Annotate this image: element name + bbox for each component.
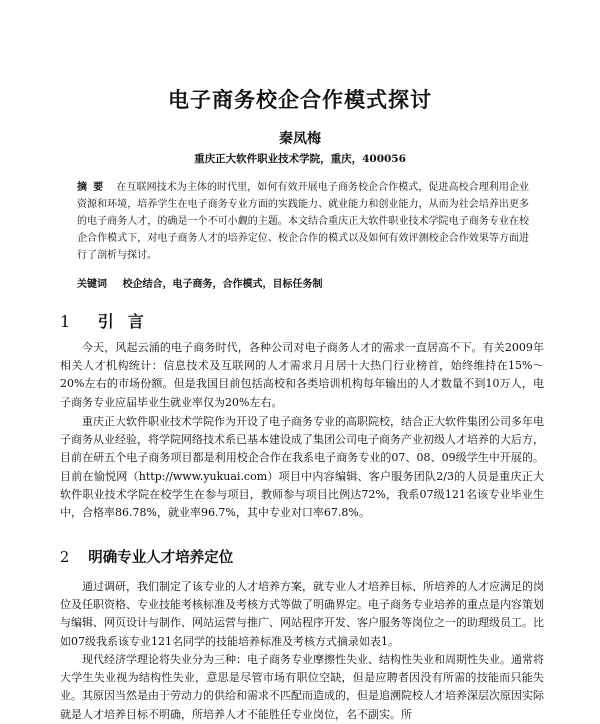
section-2-paragraph: 通过调研，我们制定了该专业的人才培养方案，就专业人才培养目标、所培养的人才应满足的岗位及任职资格、专业技能考核标准及考核方式等做了明确界定。电子商务专业培养的重点是内容策划与编辑、网页设计与制作、网站运营与推广、网站程序开发、客户服务等岗位之一的助理级员工。比如07级我系该专业121名同学的技能培养标准及考核方式摘录如表1。 xyxy=(60,580,544,648)
keywords xyxy=(77,276,529,293)
section-2-heading xyxy=(60,546,233,567)
section-2-number: 2 xyxy=(60,550,70,566)
section-1-heading xyxy=(60,309,158,332)
abstract-label: 摘要 xyxy=(77,182,110,193)
section-2-paragraph: 现代经济学理论将失业分为三种：电子商务专业摩擦性失业、结构性失业和周期性失业。通常将大学生失业视为结构性失业，意思是尽管市场有职位空缺，但是应聘者因没有所需的技能而只能失业。其原因当然是由于劳动力的供给和需求不匹配而造成的，但是追溯院校人才培养深层次原因实际就是人才培养目标不明确，所培养人才不能胜任专业岗位，名不副实。所 xyxy=(60,653,544,721)
keywords-text: 校企结合，电子商务，合作模式，目标任务制 xyxy=(122,279,323,290)
author-affiliation: 重庆正大软件职业技术学院，重庆，400056 xyxy=(194,153,406,165)
abstract xyxy=(77,179,529,264)
keywords-label: 关键词 xyxy=(77,279,107,290)
section-1-paragraph: 今天，风起云涌的电子商务时代，各种公司对电子商务人才的需求一直居高不下。有关2009年相关人才机构统计：信息技术及互联网的人才需求月月居十大热门行业榜首，始终维持在15%～20%左右的市场份额。但是我国目前包括高校和各类培训机构每年输出的人才数量不到10万人，电子商务专业应届毕业生就业率仅为20%左右。 xyxy=(60,341,544,409)
author-name: 秦凤梅 xyxy=(279,131,321,147)
section-1-title: 引言 xyxy=(97,312,158,331)
section-2-title: 明确专业人才培养定位 xyxy=(88,550,234,566)
paper-title: 电子商务校企合作模式探讨 xyxy=(168,88,432,112)
section-1-number: 1 xyxy=(60,312,71,331)
section-1-paragraph: 重庆正大软件职业技术学院作为开设了电子商务专业的高职院校，结合正大软件集团公司多年电子商务从业经验，将学院网络技术系已基本建设成了集团公司电子商务产业初级人才培养的大后方，目前在研五个电子商务项目都是利用校企合作在我系电子商务专业的07、08、09级学生中开展的。目前在愉悦网（http://www.yukuai.com）项目中内容编辑、客户服务团队2/3的人员是重庆正大软件职业技术学院在校学生在参与项目，教师参与项目比例达72%，我系07级121名该专业毕业生中，合格率86.78%，就业率96.7%，其中专业对口率67.8%。 xyxy=(60,415,544,520)
abstract-text: 在互联网技术为主体的时代里，如何有效开展电子商务校企合作模式，促进高校合理利用企业资源和环境，培养学生在电子商务专业方面的实践能力、就业能力和创业能力，从而为社会培养出更多的电子商务人才，的确是一个不可小觑的主题。本文结合重庆正大软件职业技术学院电子商务专业在校企合作模式下，对电子商务人才的培养定位、校企合作的模式以及如何有效评测校企合作效果等方面进行了剖析与探讨。 xyxy=(77,182,530,261)
